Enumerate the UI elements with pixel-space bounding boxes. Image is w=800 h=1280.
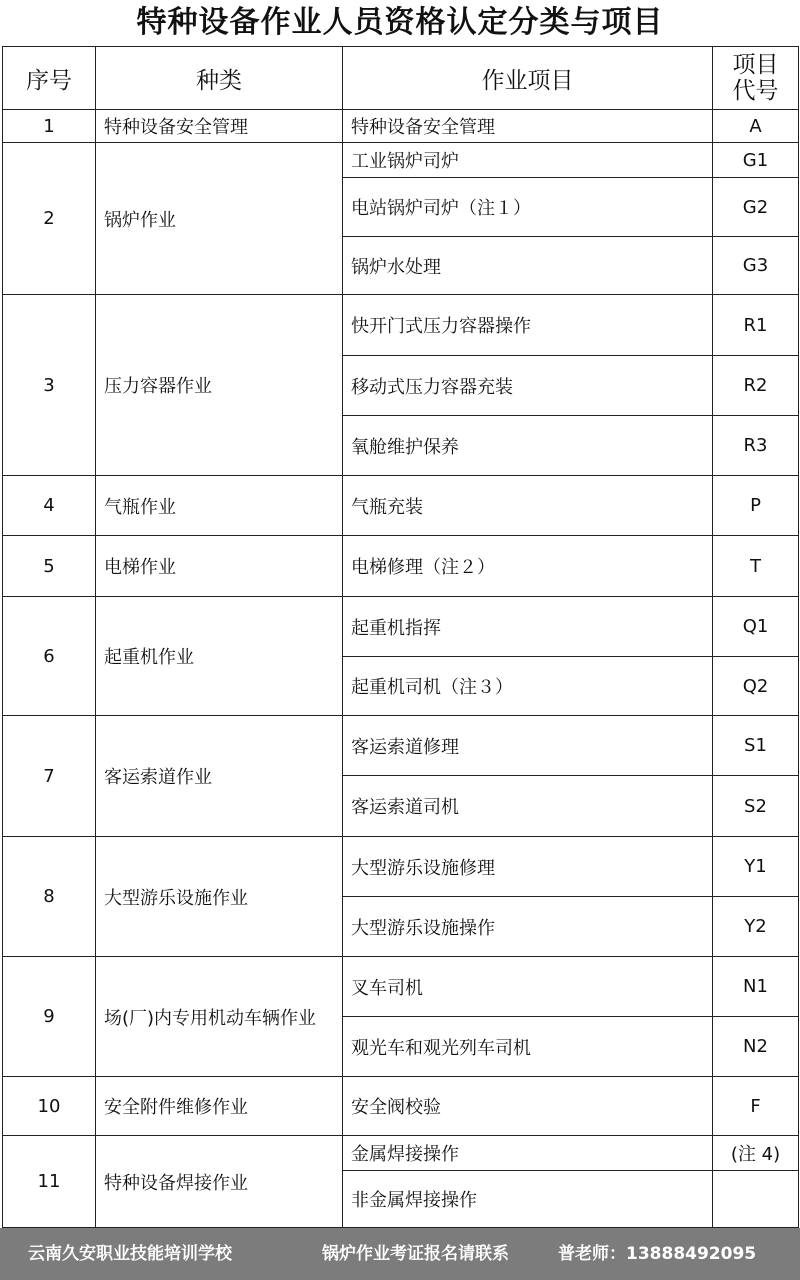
row-code: G3	[713, 237, 799, 295]
row-code: Q2	[713, 657, 799, 716]
row-item: 安全阀校验	[343, 1077, 713, 1136]
row-item: 大型游乐设施修理	[343, 837, 713, 897]
row-no: 5	[3, 536, 96, 597]
table-row	[3, 536, 799, 597]
row-no: 3	[3, 295, 96, 476]
table-row	[3, 597, 799, 657]
table-row	[3, 716, 799, 776]
footer-contact: 普老师：13888492095	[558, 1244, 757, 1264]
row-item: 起重机司机（注３）	[343, 657, 713, 716]
row-item: 观光车和观光列车司机	[343, 1017, 713, 1077]
row-no: 6	[3, 597, 96, 716]
table-row	[3, 1136, 799, 1171]
row-category: 电梯作业	[96, 536, 343, 597]
row-code	[713, 1171, 799, 1228]
row-no: 1	[3, 110, 96, 143]
row-item: 工业锅炉司炉	[343, 143, 713, 178]
row-item: 特种设备安全管理	[343, 110, 713, 143]
row-category: 特种设备焊接作业	[96, 1136, 343, 1228]
row-no: 7	[3, 716, 96, 837]
row-category: 场(厂)内专用机动车辆作业	[96, 957, 343, 1077]
row-item: 非金属焊接操作	[343, 1171, 713, 1228]
row-item: 快开门式压力容器操作	[343, 295, 713, 356]
row-item: 叉车司机	[343, 957, 713, 1017]
row-code: G1	[713, 143, 799, 178]
footer-banner	[0, 1228, 800, 1280]
row-code: S1	[713, 716, 799, 776]
row-code: T	[713, 536, 799, 597]
row-item: 电梯修理（注２）	[343, 536, 713, 597]
table-row	[3, 476, 799, 536]
row-no: 9	[3, 957, 96, 1077]
row-category: 特种设备安全管理	[96, 110, 343, 143]
row-code: P	[713, 476, 799, 536]
row-item: 金属焊接操作	[343, 1136, 713, 1171]
row-code: S2	[713, 776, 799, 837]
table-row	[3, 837, 799, 897]
row-no: 8	[3, 837, 96, 957]
row-code: F	[713, 1077, 799, 1136]
row-item: 起重机指挥	[343, 597, 713, 657]
row-item: 客运索道司机	[343, 776, 713, 837]
row-no: 2	[3, 143, 96, 295]
qualification-table	[2, 46, 799, 1228]
header-code	[713, 47, 799, 110]
page-title: 特种设备作业人员资格认定分类与项目	[136, 5, 664, 40]
row-code: Q1	[713, 597, 799, 657]
row-category: 客运索道作业	[96, 716, 343, 837]
row-item: 客运索道修理	[343, 716, 713, 776]
footer-school: 云南久安职业技能培训学校	[28, 1244, 232, 1264]
row-item: 移动式压力容器充装	[343, 356, 713, 416]
row-category: 大型游乐设施作业	[96, 837, 343, 957]
row-item: 气瓶充装	[343, 476, 713, 536]
table-row	[3, 1077, 799, 1136]
row-no: 11	[3, 1136, 96, 1228]
row-code: (注 4)	[713, 1136, 799, 1171]
table-row	[3, 143, 799, 178]
table-row	[3, 957, 799, 1017]
row-category: 锅炉作业	[96, 143, 343, 295]
row-code: A	[713, 110, 799, 143]
row-category: 安全附件维修作业	[96, 1077, 343, 1136]
row-item: 氧舱维护保养	[343, 416, 713, 476]
row-code: N1	[713, 957, 799, 1017]
row-code: R2	[713, 356, 799, 416]
table-row	[3, 295, 799, 356]
table-row	[3, 110, 799, 143]
row-item: 大型游乐设施操作	[343, 897, 713, 957]
row-code: Y1	[713, 837, 799, 897]
row-code: G2	[713, 178, 799, 237]
row-no: 10	[3, 1077, 96, 1136]
row-code: Y2	[713, 897, 799, 957]
row-item: 锅炉水处理	[343, 237, 713, 295]
row-no: 4	[3, 476, 96, 536]
row-code: R3	[713, 416, 799, 476]
row-category: 起重机作业	[96, 597, 343, 716]
table-header-row	[3, 47, 799, 110]
row-item: 电站锅炉司炉（注１）	[343, 178, 713, 237]
header-code-line2: 代号	[732, 78, 779, 104]
row-category: 气瓶作业	[96, 476, 343, 536]
header-category: 种类	[96, 47, 343, 110]
row-code: N2	[713, 1017, 799, 1077]
footer-notice: 锅炉作业考证报名请联系	[322, 1244, 509, 1264]
header-no: 序号	[3, 47, 96, 110]
header-item: 作业项目	[343, 47, 713, 110]
row-category: 压力容器作业	[96, 295, 343, 476]
header-code-line1: 项目	[732, 52, 779, 78]
row-code: R1	[713, 295, 799, 356]
